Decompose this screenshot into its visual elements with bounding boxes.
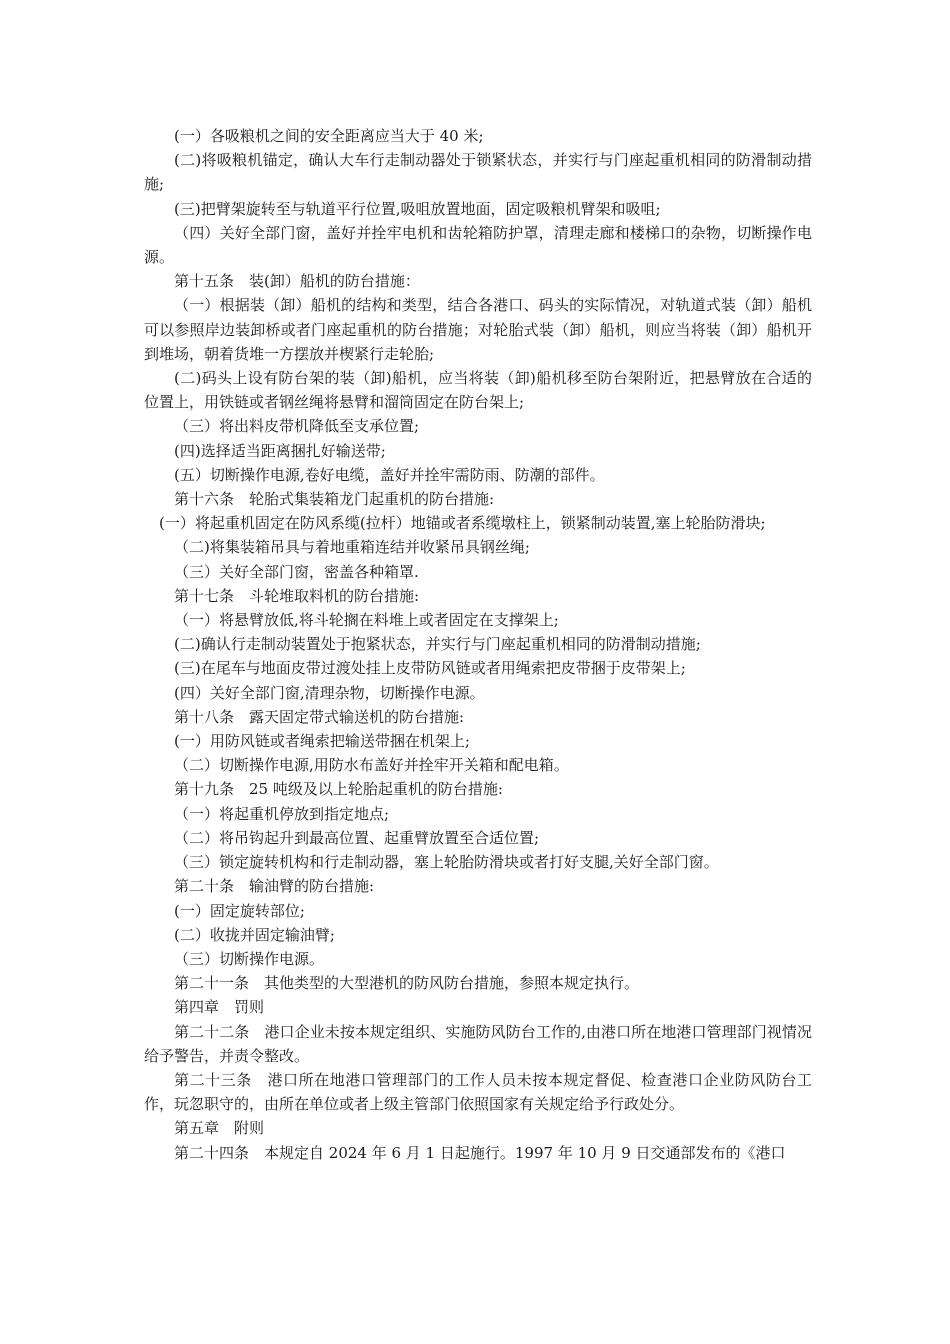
paragraph: (一）将起重机固定在防风系缆(拉杆）地锚或者系缆墩柱上，锁紧制动装置,塞上轮胎防滑块;	[159, 514, 766, 533]
article-heading: 第十五条 装(卸）船机的防台措施：	[174, 272, 420, 291]
paragraph: （三）关好全部门窗，密盖各种箱罩.	[174, 562, 419, 581]
paragraph: (二）收拢并固定输油臂;	[174, 925, 335, 944]
paragraph: (四）关好全部门窗,清理杂物，切断操作电源。	[174, 683, 485, 702]
paragraph: (三)在尾车与地面皮带过渡处挂上皮带防风链或者用绳索把皮带捆于皮带架上;	[174, 659, 686, 678]
paragraph: (二)将吸粮机锚定，确认大车行走制动器处于锁紧状态，并实行与门座起重机相同的防滑制动措施;	[144, 151, 812, 194]
paragraph: （三）将出料皮带机降低至支承位置;	[174, 417, 420, 436]
paragraph: （一）将起重机停放到指定地点;	[174, 804, 390, 823]
article-heading: 第二十四条 本规定自 2024 年 6 月 1 日起施行。1997 年 10 月 9 日交通部发布的《港口	[174, 1143, 786, 1162]
paragraph: （三）切断操作电源。	[174, 949, 325, 968]
paragraph: (二)确认行走制动装置处于抱紧状态，并实行与门座起重机相同的防滑制动措施;	[174, 635, 701, 654]
paragraph: (一）用防风链或者绳索把输送带捆在机架上;	[174, 732, 470, 751]
article-heading: 第十八条 露天固定带式输送机的防台措施:	[174, 707, 465, 726]
chapter-heading: 第五章 附则	[174, 1119, 265, 1138]
article-heading: 第二十二条 港口企业未按本规定组织、实施防风防台工作的,由港口所在地港口管理部门视情况给予警告，并责令整改。	[144, 1022, 812, 1065]
article-heading: 第二十一条 其他类型的大型港机的防风防台措施，参照本规定执行。	[174, 974, 640, 993]
paragraph: (三)把臂架旋转至与轨道平行位置,吸咀放置地面，固定吸粮机臂架和吸咀;	[174, 199, 661, 218]
paragraph: （三）锁定旋转机构和行走制动器，塞上轮胎防滑块或者打好支腿,关好全部门窗。	[174, 853, 719, 872]
paragraph: (四)选择适当距离捆扎好输送带;	[174, 441, 386, 460]
paragraph: （二）切断操作电源,用防水布盖好并拴牢开关箱和配电箱。	[174, 756, 569, 775]
paragraph: （四）关好全部门窗，盖好并拴牢电机和齿轮箱防护罩，清理走廊和楼梯口的杂物，切断操作电源。	[144, 223, 812, 267]
article-heading: 第十六条 轮胎式集装箱龙门起重机的防台措施:	[174, 490, 495, 509]
paragraph: (一）各吸粮机之间的安全距离应当大于 40 米;	[174, 127, 484, 145]
article-heading: 第十九条 25 吨级及以上轮胎起重机的防台措施:	[174, 780, 503, 799]
paragraph: （一）将悬臂放低,将斗轮搁在料堆上或者固定在支撑架上;	[174, 611, 559, 630]
article-heading: 第十七条 斗轮堆取料机的防台措施:	[174, 586, 420, 605]
paragraph: （二）将吊钩起升到最高位置、起重臂放置至合适位置;	[174, 828, 540, 847]
paragraph: （二)将集装箱吊具与着地重箱连结并收紧吊具钢丝绳;	[174, 538, 530, 557]
paragraph: （一）根据装（卸）船机的结构和类型，结合各港口、码头的实际情况，对轨道式装（卸）船机可以参照岸边装卸桥或者门座起重机的防台措施；对轮胎式装（卸）船机，则应当将装（卸）船机开到堆场，朝着货堆一方摆放并楔紧行走轮胎;	[144, 296, 812, 363]
paragraph: (五）切断操作电源,卷好电缆，盖好并拴牢需防雨、防潮的部件。	[174, 465, 605, 484]
document-body	[144, 124, 812, 1165]
paragraph: (二)码头上设有防台架的装（卸)船机，应当将装（卸)船机移至防台架附近，把悬臂放在合适的位置上，用铁链或者钢丝绳将悬臂和溜筒固定在防台架上;	[144, 369, 812, 412]
article-heading: 第二十条 输油臂的防台措施:	[174, 877, 375, 896]
chapter-heading: 第四章 罚则	[174, 998, 265, 1017]
paragraph: (一）固定旋转部位;	[174, 901, 305, 920]
article-heading: 第二十三条 港口所在地港口管理部门的工作人员未按本规定督促、检查港口企业防风防台工作，玩忽职守的，由所在单位或者上级主管部门依照国家有关规定给予行政处分。	[144, 1070, 812, 1114]
